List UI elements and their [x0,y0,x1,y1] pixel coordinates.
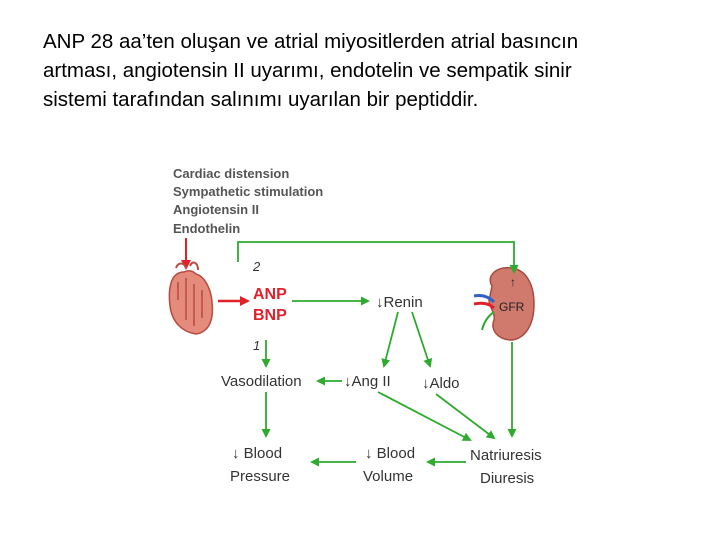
arrow-ang2-to-natriuresis [378,392,470,440]
node-renin: ↓Renin [376,294,423,311]
node-diuresis: Diuresis [480,470,535,487]
kidney-up-arrow: ↑ [510,275,516,289]
gfr-label: GFR [499,300,525,314]
intro-line-1: ANP 28 aa’ten oluşan ve atrial miyositlerden atrial basıncın [43,30,579,53]
hormone-bnp: BNP [253,307,287,324]
arrow-pathway2-to-kidney [238,242,514,272]
node-vasodilation: Vasodilation [221,373,302,390]
trigger-angiotensin-ii: Angiotensin II [173,202,259,217]
node-ang2: ↓Ang II [344,373,391,390]
hormone-anp: ANP [253,286,287,303]
node-blood-pressure-line1: ↓ Blood [232,445,283,462]
node-blood-volume-line2: Volume [363,468,414,485]
intro-line-2: artması, angiotensin II uyarımı, endotelin ve sempatik sinir [43,59,572,82]
trigger-cardiac-distension: Cardiac distension [173,166,290,181]
node-blood-volume-line1: ↓ Blood [365,445,416,462]
trigger-endothelin: Endothelin [173,221,241,236]
node-aldo: ↓Aldo [422,375,460,392]
pathway-arrows [238,242,514,462]
node-natriuresis: Natriuresis [470,447,542,464]
node-blood-pressure-line2: Pressure [230,468,291,485]
trigger-sympathetic-stimulation: Sympathetic stimulation [173,184,324,199]
arrow-renin-to-ang2 [384,312,398,366]
intro-line-3: sistemi tarafından salınımı uyarılan bir peptiddir. [43,88,479,111]
heart-icon [169,263,212,334]
pathway-number-2: 2 [253,259,261,274]
arrow-renin-to-aldo [412,312,430,366]
pathway-number-1: 1 [253,338,261,353]
arrow-aldo-to-natriuresis [436,394,494,438]
